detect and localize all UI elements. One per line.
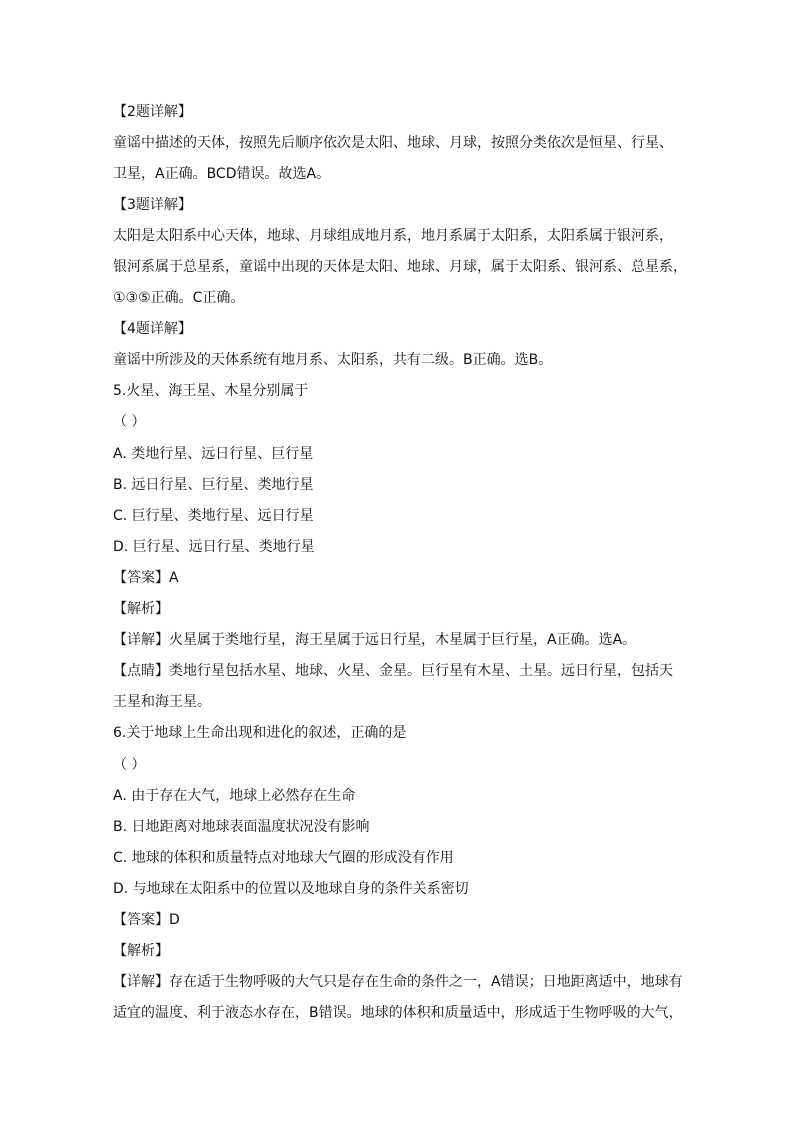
section-heading-q2-explanation: 【2题详解】 <box>113 104 192 120</box>
option-d: D. 巨行星、远日行星、类地行星 <box>113 539 315 555</box>
text-line: 童谣中所涉及的天体系统有地月系、太阳系，共有二级。B正确。选B。 <box>113 352 553 368</box>
text-line: 银河系属于总星系，童谣中出现的天体是太阳、地球、月球，属于太阳系、银河系、总星系， <box>113 259 687 275</box>
text-line: 卫星，A正确。BCD错误。故选A。 <box>113 166 331 182</box>
question-6-stem: 6.关于地球上生命出现和进化的叙述，正确的是 <box>113 725 407 741</box>
detail-text: 【详解】火星属于类地行星，海王星属于远日行星，木星属于巨行星，A正确。选A。 <box>113 632 637 648</box>
text-line: 王星和海王星。 <box>113 694 211 710</box>
option-a: A. 类地行星、远日行星、巨行星 <box>113 446 314 462</box>
analysis-label: 【解析】 <box>113 601 169 617</box>
answer-label: 【答案】A <box>113 570 179 586</box>
text-line: 童谣中描述的天体，按照先后顺序依次是太阳、地球、月球，按照分类依次是恒星、行星、 <box>113 135 673 151</box>
option-b: B. 日地距离对地球表面温度状况没有影响 <box>113 819 370 835</box>
section-heading-q3-explanation: 【3题详解】 <box>113 197 192 213</box>
section-heading-q4-explanation: 【4题详解】 <box>113 321 192 337</box>
text-line: ①③⑤正确。C正确。 <box>113 290 245 306</box>
key-point-text: 【点睛】类地行星包括水星、地球、火星、金星。巨行星有木星、土星。远日行星，包括天 <box>113 663 673 679</box>
question-5-stem: 5.火星、海王星、木星分别属于 <box>113 383 309 399</box>
option-c: C. 巨行星、类地行星、远日行星 <box>113 508 314 524</box>
option-c: C. 地球的体积和质量特点对地球大气圈的形成没有作用 <box>113 850 454 866</box>
analysis-label: 【解析】 <box>113 943 169 959</box>
answer-blank: （ ） <box>113 757 146 773</box>
option-a: A. 由于存在大气，地球上必然存在生命 <box>113 788 356 804</box>
text-line: 适宜的温度、利于液态水存在，B错误。地球的体积和质量适中，形成适于生物呼吸的大气， <box>113 1005 683 1021</box>
text-line: 太阳是太阳系中心天体，地球、月球组成地月系，地月系属于太阳系，太阳系属于银河系， <box>113 228 673 244</box>
option-d: D. 与地球在太阳系中的位置以及地球自身的条件关系密切 <box>113 881 469 897</box>
answer-blank: （ ） <box>113 414 146 430</box>
option-b: B. 远日行星、巨行星、类地行星 <box>113 477 314 493</box>
answer-label: 【答案】D <box>113 912 180 928</box>
detail-text: 【详解】存在适于生物呼吸的大气只是存在生命的条件之一，A错误；日地距离适中，地球有 <box>113 974 683 990</box>
